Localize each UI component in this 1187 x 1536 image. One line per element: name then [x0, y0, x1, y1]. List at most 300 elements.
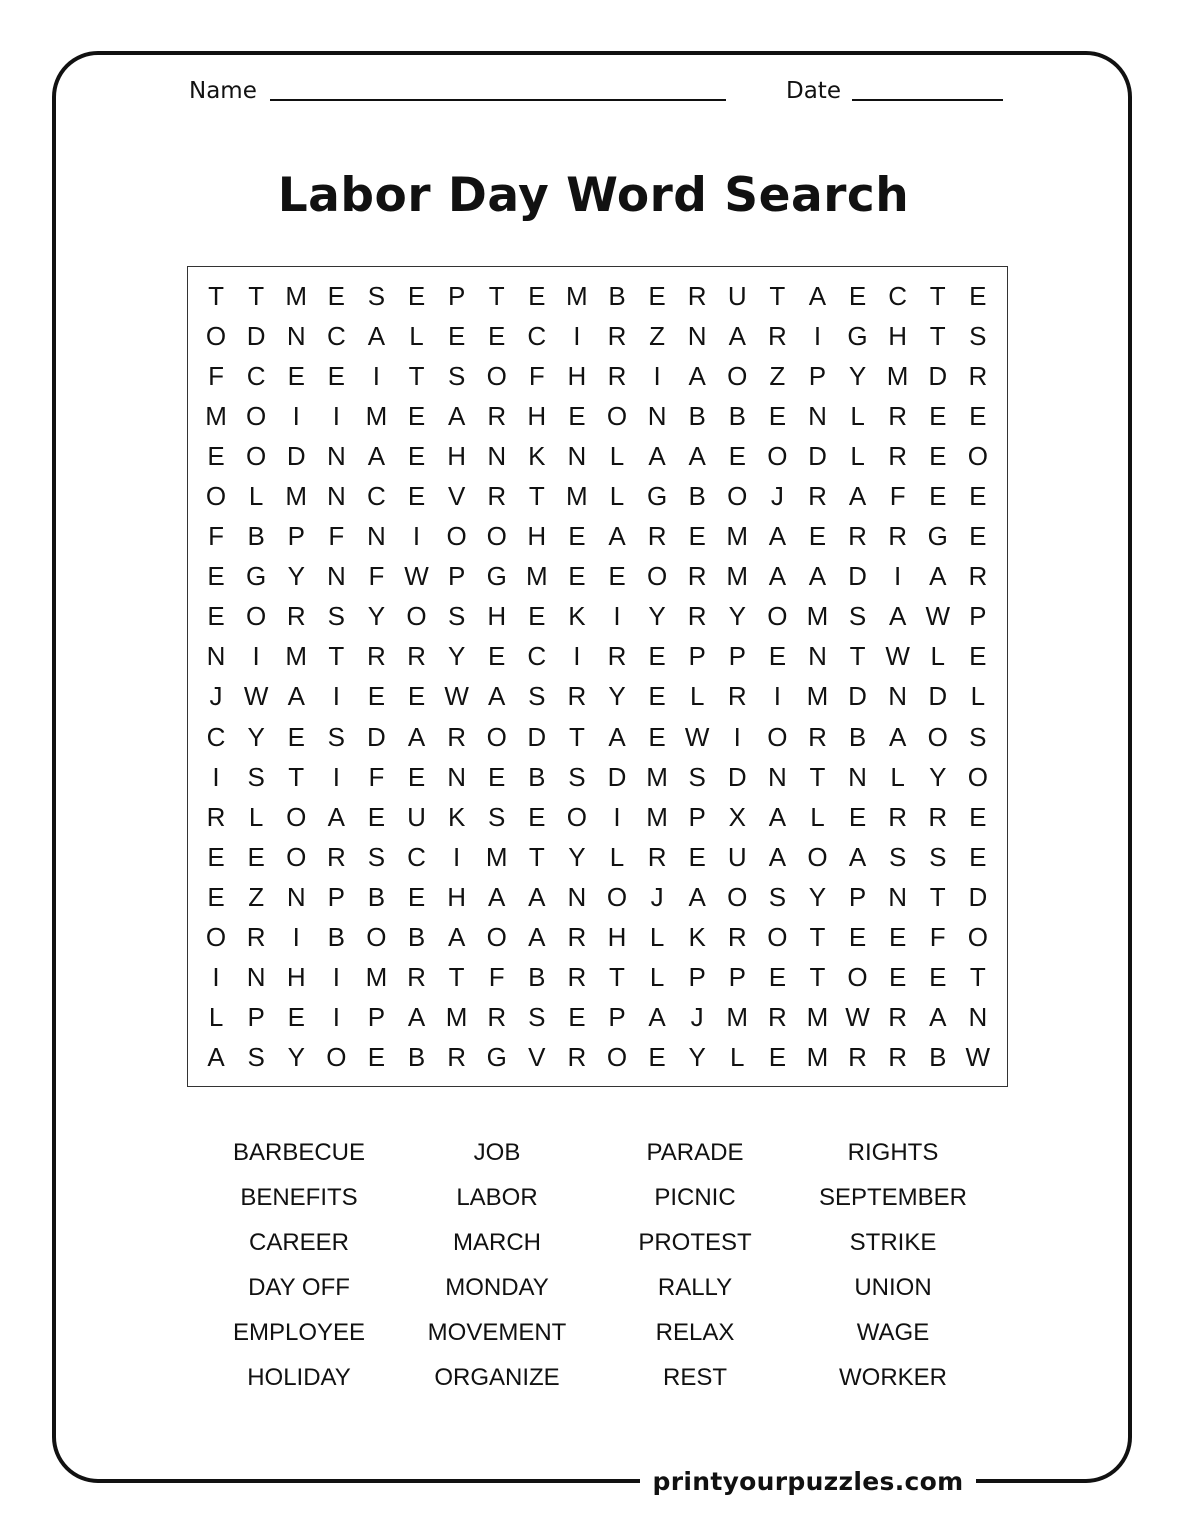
grid-letter: D	[928, 360, 948, 391]
grid-letter: B	[528, 962, 546, 993]
grid-letter: P	[848, 881, 867, 912]
grid-letter: P	[969, 601, 987, 632]
grid-letter: Z	[769, 360, 786, 391]
grid-letter: R	[687, 561, 707, 592]
grid-letter: I	[212, 761, 220, 792]
word-list-item: PICNIC	[654, 1184, 736, 1211]
grid-letter: I	[613, 801, 621, 832]
grid-letter: I	[412, 521, 421, 552]
grid-letter: A	[888, 601, 907, 632]
grid-letter: M	[525, 561, 548, 592]
grid-letter: R	[447, 1042, 466, 1073]
grid-letter: N	[567, 881, 587, 912]
grid-letter: M	[726, 561, 749, 592]
grid-letter: I	[332, 681, 340, 712]
grid-letter: B	[407, 922, 426, 953]
grid-letter: C	[527, 641, 547, 672]
grid-letter: T	[448, 962, 465, 993]
grid-letter: B	[688, 400, 706, 431]
grid-letter: L	[970, 681, 986, 712]
grid-letter: P	[808, 360, 827, 391]
grid-letter: E	[848, 922, 867, 953]
grid-letter: R	[567, 681, 587, 712]
grid-letter: O	[486, 521, 507, 552]
grid-letter: O	[486, 360, 507, 391]
grid-letter: A	[848, 481, 867, 512]
word-list-item: BARBECUE	[232, 1139, 366, 1166]
grid-letter: O	[246, 400, 267, 431]
grid-letter: A	[688, 881, 706, 912]
grid-letter: D	[848, 561, 867, 592]
grid-letter: J	[209, 681, 223, 712]
grid-letter: O	[606, 400, 628, 431]
grid-letter: O	[205, 922, 227, 953]
grid-letter: A	[528, 881, 546, 912]
grid-letter: O	[767, 721, 788, 752]
grid-letter: M	[886, 360, 909, 391]
grid-letter: G	[486, 561, 507, 592]
grid-letter: Y	[447, 641, 466, 672]
grid-letter: E	[247, 841, 265, 872]
grid-letter: E	[207, 841, 225, 872]
grid-letter: D	[968, 881, 988, 912]
grid-letter: I	[212, 962, 220, 993]
word-list-item: MARCH	[453, 1229, 541, 1256]
grid-letter: L	[208, 1002, 224, 1033]
grid-letter: E	[888, 922, 907, 953]
grid-letter: L	[890, 761, 905, 792]
grid-letter: X	[728, 801, 746, 832]
grid-letter: Y	[929, 761, 947, 792]
grid-letter: R	[888, 521, 908, 552]
grid-letter: P	[447, 280, 466, 311]
grid-letter: B	[608, 280, 626, 311]
grid-letter: R	[487, 1002, 507, 1033]
grid-letter: P	[728, 641, 746, 672]
grid-letter: N	[848, 761, 867, 792]
grid-letter: O	[847, 962, 868, 993]
grid-letter: E	[447, 320, 466, 351]
grid-letter: S	[327, 721, 345, 752]
grid-letter: O	[406, 601, 427, 632]
grid-letter: A	[367, 320, 386, 351]
letter-grid	[196, 276, 998, 1078]
grid-letter: H	[286, 962, 306, 993]
grid-letter: A	[528, 922, 546, 953]
grid-letter: N	[447, 761, 466, 792]
grid-letter: E	[648, 681, 666, 712]
grid-letter: I	[613, 601, 621, 632]
grid-letter: T	[408, 360, 425, 391]
grid-letter: I	[773, 681, 781, 712]
word-list-item: DAY OFF	[248, 1274, 350, 1301]
grid-letter: V	[528, 1042, 546, 1073]
site-footer: printyourpuzzles.com	[652, 1467, 964, 1496]
grid-letter: T	[568, 721, 585, 752]
grid-letter: E	[367, 801, 386, 832]
word-list-item: WAGE	[856, 1319, 930, 1346]
grid-letter: S	[447, 360, 466, 391]
grid-letter: N	[367, 521, 386, 552]
grid-letter: E	[568, 400, 586, 431]
grid-letter: P	[728, 962, 746, 993]
grid-letter: H	[447, 440, 466, 471]
grid-letter: A	[287, 681, 305, 712]
grid-letter: C	[326, 320, 346, 351]
grid-letter: E	[287, 360, 305, 391]
grid-letter: O	[286, 841, 307, 872]
grid-letter: R	[888, 1042, 908, 1073]
grid-letter: Y	[688, 1042, 706, 1073]
grid-letter: R	[647, 521, 667, 552]
word-list-item: RIGHTS	[847, 1139, 939, 1166]
word-list-item: REST	[662, 1364, 727, 1391]
grid-letter: M	[806, 1042, 829, 1073]
grid-letter: A	[808, 280, 827, 311]
grid-letter: O	[967, 440, 988, 471]
grid-letter: E	[969, 400, 987, 431]
grid-letter: C	[206, 721, 226, 752]
grid-letter: Y	[728, 601, 746, 632]
grid-letter: L	[649, 962, 665, 993]
grid-letter: R	[407, 641, 426, 672]
date-line	[852, 99, 1003, 101]
grid-letter: I	[292, 400, 300, 431]
grid-letter: O	[727, 481, 748, 512]
grid-letter: R	[647, 841, 667, 872]
grid-letter: H	[567, 360, 587, 391]
grid-letter: T	[969, 962, 986, 993]
grid-letter: B	[327, 922, 345, 953]
grid-letter: L	[609, 481, 625, 512]
date-label: Date	[786, 78, 841, 104]
grid-letter: K	[688, 922, 706, 953]
grid-letter: M	[726, 1002, 749, 1033]
grid-letter: W	[845, 1002, 870, 1033]
grid-letter: E	[207, 440, 225, 471]
grid-letter: M	[285, 280, 308, 311]
grid-letter: E	[488, 320, 506, 351]
grid-letter: E	[367, 681, 386, 712]
grid-letter: R	[968, 360, 988, 391]
grid-letter: H	[888, 320, 908, 351]
grid-letter: R	[687, 601, 707, 632]
grid-letter: O	[606, 1042, 628, 1073]
grid-letter: M	[365, 400, 388, 431]
grid-letter: I	[573, 641, 581, 672]
grid-letter: R	[487, 481, 507, 512]
word-list-item: CAREER	[248, 1229, 350, 1256]
grid-letter: R	[767, 320, 787, 351]
grid-letter: I	[332, 1002, 340, 1033]
grid-letter: E	[287, 721, 305, 752]
grid-letter: R	[888, 400, 908, 431]
grid-letter: E	[528, 280, 546, 311]
grid-letter: O	[246, 601, 267, 632]
grid-letter: N	[487, 440, 507, 471]
grid-letter: G	[646, 481, 668, 512]
grid-letter: A	[848, 841, 867, 872]
grid-letter: N	[687, 320, 707, 351]
grid-letter: I	[452, 841, 461, 872]
grid-letter: N	[888, 881, 908, 912]
grid-letter: F	[328, 521, 345, 552]
grid-letter: E	[768, 641, 787, 672]
grid-letter: N	[326, 440, 346, 471]
grid-letter: E	[888, 962, 907, 993]
grid-letter: S	[848, 601, 867, 632]
grid-letter: A	[688, 360, 706, 391]
grid-letter: W	[243, 681, 269, 712]
grid-letter: R	[607, 360, 627, 391]
grid-letter: U	[727, 280, 747, 311]
grid-letter: W	[444, 681, 469, 712]
grid-letter: P	[287, 521, 305, 552]
grid-letter: D	[286, 440, 306, 471]
grid-letter: O	[967, 922, 988, 953]
grid-letter: S	[367, 841, 386, 872]
grid-letter: D	[527, 721, 547, 752]
grid-letter: D	[246, 320, 266, 351]
grid-letter: E	[969, 841, 987, 872]
grid-letter: S	[768, 881, 787, 912]
grid-letter: O	[446, 521, 467, 552]
grid-letter: R	[246, 922, 266, 953]
grid-letter: A	[768, 801, 787, 832]
grid-letter: G	[486, 1042, 507, 1073]
grid-letter: E	[728, 440, 746, 471]
grid-letter: D	[808, 440, 827, 471]
grid-letter: L	[409, 320, 424, 351]
grid-letter: E	[848, 801, 867, 832]
grid-letter: E	[488, 761, 506, 792]
grid-letter: S	[447, 601, 466, 632]
grid-letter: B	[688, 481, 706, 512]
grid-letter: R	[848, 521, 867, 552]
grid-letter: N	[968, 1002, 988, 1033]
grid-letter: L	[850, 440, 865, 471]
grid-letter: O	[646, 561, 668, 592]
grid-letter: I	[332, 962, 340, 993]
grid-letter: A	[648, 440, 666, 471]
grid-letter: I	[573, 320, 581, 351]
grid-letter: K	[528, 440, 546, 471]
grid-letter: Z	[649, 320, 666, 351]
grid-letter: M	[205, 400, 227, 431]
grid-letter: N	[647, 400, 667, 431]
grid-letter: F	[208, 521, 224, 552]
grid-letter: E	[648, 721, 666, 752]
grid-letter: A	[407, 1002, 426, 1033]
grid-letter: E	[528, 801, 546, 832]
grid-letter: S	[929, 841, 947, 872]
grid-letter: E	[528, 601, 546, 632]
grid-letter: M	[806, 601, 829, 632]
grid-letter: M	[726, 521, 749, 552]
grid-letter: C	[367, 481, 386, 512]
grid-letter: T	[248, 280, 265, 311]
grid-letter: P	[688, 962, 706, 993]
name-label: Name	[189, 78, 257, 104]
grid-letter: E	[488, 641, 506, 672]
word-list-item: RELAX	[655, 1319, 735, 1346]
grid-letter: A	[207, 1042, 225, 1073]
grid-letter: E	[929, 400, 947, 431]
grid-letter: F	[208, 360, 224, 391]
grid-letter: W	[885, 641, 910, 672]
grid-letter: O	[767, 440, 788, 471]
grid-letter: I	[332, 761, 340, 792]
grid-letter: A	[608, 721, 626, 752]
grid-letter: O	[486, 721, 507, 752]
grid-letter: U	[727, 841, 747, 872]
grid-letter: O	[807, 841, 828, 872]
grid-letter: M	[285, 641, 308, 672]
grid-letter: J	[770, 481, 784, 512]
grid-letter: R	[888, 1002, 908, 1033]
grid-letter: R	[607, 641, 627, 672]
grid-letter: O	[606, 881, 628, 912]
grid-letter: H	[447, 881, 466, 912]
grid-letter: G	[927, 521, 948, 552]
grid-letter: S	[888, 841, 907, 872]
grid-letter: D	[727, 761, 747, 792]
grid-letter: R	[767, 1002, 787, 1033]
grid-letter: R	[968, 561, 988, 592]
grid-letter: E	[969, 641, 987, 672]
grid-letter: S	[969, 721, 987, 752]
grid-letter: N	[326, 561, 346, 592]
grid-letter: A	[447, 400, 466, 431]
grid-letter: I	[372, 360, 381, 391]
grid-letter: E	[608, 561, 626, 592]
grid-letter: R	[286, 601, 306, 632]
grid-letter: E	[207, 561, 225, 592]
grid-letter: M	[806, 1002, 829, 1033]
grid-letter: E	[768, 1042, 787, 1073]
grid-letter: F	[368, 561, 385, 592]
grid-letter: M	[806, 681, 829, 712]
grid-letter: L	[689, 681, 705, 712]
grid-letter: R	[487, 400, 507, 431]
grid-letter: E	[207, 601, 225, 632]
grid-letter: I	[292, 922, 300, 953]
grid-letter: A	[728, 320, 746, 351]
grid-letter: B	[247, 521, 265, 552]
grid-letter: Y	[247, 721, 265, 752]
grid-letter: K	[568, 601, 586, 632]
grid-letter: B	[728, 400, 746, 431]
grid-letter: O	[767, 601, 788, 632]
grid-letter: Y	[848, 360, 867, 391]
grid-letter: F	[929, 922, 946, 953]
grid-letter: D	[607, 761, 627, 792]
grid-letter: R	[407, 962, 426, 993]
grid-letter: S	[247, 761, 265, 792]
grid-letter: P	[447, 561, 466, 592]
grid-letter: E	[768, 400, 787, 431]
grid-letter: R	[888, 801, 908, 832]
grid-letter: E	[688, 521, 706, 552]
word-list-item: MOVEMENT	[427, 1319, 567, 1346]
grid-letter: B	[367, 881, 386, 912]
grid-letter: F	[488, 962, 505, 993]
grid-letter: A	[488, 881, 506, 912]
grid-letter: A	[608, 521, 626, 552]
grid-letter: I	[332, 400, 340, 431]
grid-letter: O	[326, 1042, 347, 1073]
grid-letter: I	[813, 320, 822, 351]
grid-letter: E	[848, 280, 867, 311]
grid-letter: S	[367, 280, 386, 311]
grid-letter: N	[286, 881, 306, 912]
grid-letter: E	[407, 761, 426, 792]
grid-letter: M	[485, 841, 508, 872]
grid-letter: T	[488, 280, 505, 311]
grid-letter: D	[367, 721, 386, 752]
grid-letter: Y	[367, 601, 386, 632]
grid-letter: S	[969, 320, 987, 351]
grid-letter: D	[928, 681, 948, 712]
grid-letter: O	[967, 761, 988, 792]
grid-letter: E	[969, 521, 987, 552]
grid-letter: E	[568, 561, 586, 592]
grid-letter: E	[407, 280, 426, 311]
grid-letter: W	[684, 721, 710, 752]
grid-letter: L	[850, 400, 865, 431]
grid-letter: R	[888, 440, 908, 471]
grid-letter: R	[808, 721, 827, 752]
grid-letter: F	[528, 360, 545, 391]
grid-letter: P	[688, 641, 706, 672]
grid-letter: E	[327, 280, 345, 311]
grid-letter: I	[653, 360, 661, 391]
grid-letter: Y	[608, 681, 626, 712]
grid-letter: V	[447, 481, 466, 512]
grid-letter: A	[768, 561, 787, 592]
grid-letter: N	[567, 440, 587, 471]
grid-letter: O	[205, 481, 227, 512]
grid-letter: E	[688, 841, 706, 872]
grid-letter: O	[927, 721, 948, 752]
grid-letter: E	[808, 521, 827, 552]
grid-letter: E	[568, 521, 586, 552]
grid-letter: E	[367, 1042, 386, 1073]
grid-letter: I	[733, 721, 741, 752]
grid-letter: E	[287, 1002, 305, 1033]
grid-letter: Y	[568, 841, 586, 872]
word-list-item: EMPLOYEE	[232, 1319, 366, 1346]
grid-letter: O	[727, 881, 748, 912]
grid-letter: H	[487, 601, 507, 632]
grid-letter: P	[688, 801, 706, 832]
grid-letter: E	[648, 641, 666, 672]
grid-letter: T	[528, 481, 545, 512]
grid-letter: M	[646, 761, 668, 792]
grid-letter: L	[609, 440, 625, 471]
grid-letter: E	[969, 801, 987, 832]
grid-letter: P	[327, 881, 345, 912]
word-list-item: SEPTEMBER	[818, 1184, 968, 1211]
word-list-item: JOB	[473, 1139, 521, 1166]
grid-letter: E	[969, 280, 987, 311]
grid-letter: T	[929, 881, 946, 912]
grid-letter: R	[607, 320, 627, 351]
grid-letter: B	[407, 1042, 426, 1073]
grid-letter: O	[727, 360, 748, 391]
grid-letter: G	[847, 320, 868, 351]
grid-letter: W	[925, 601, 950, 632]
